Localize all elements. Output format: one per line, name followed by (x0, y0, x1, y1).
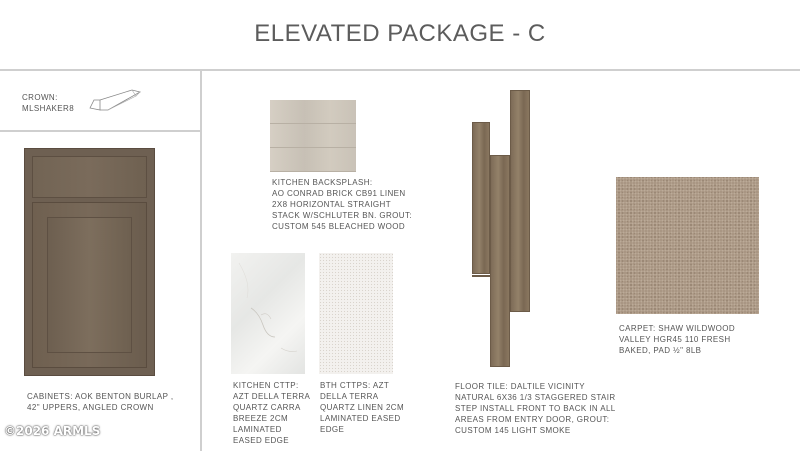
kitchen-countertop-caption-line: EASED EDGE (233, 436, 290, 445)
backsplash-caption-line: STACK W/SCHLUTER BN. GROUT: (272, 211, 412, 220)
cabinets-caption (27, 391, 197, 413)
bath-quartz-sample (319, 253, 393, 374)
cabinets-caption-line: CABINETS: AOK BENTON BURLAP , (27, 392, 174, 401)
backsplash-caption-line: 2X8 HORIZONTAL STRAIGHT (272, 200, 391, 209)
floor-tile-sample (470, 90, 532, 375)
floor-tile-caption-line: STEP INSTALL FRONT TO BACK IN ALL (455, 404, 616, 413)
crown-label-line: MLSHAKER8 (22, 104, 75, 113)
kitchen-countertop-caption (233, 380, 323, 446)
floor-plank (472, 275, 490, 277)
bath-countertop-caption-line: EDGE (320, 425, 345, 434)
cabinet-door-sample (24, 148, 155, 376)
backsplash-caption-line: KITCHEN BACKSPLASH: (272, 178, 373, 187)
page-title: ELEVATED PACKAGE - C (254, 20, 546, 47)
bath-countertop-caption (320, 380, 410, 435)
floor-tile-caption-line: NATURAL 6X36 1/3 STAGGERED STAIR (455, 393, 616, 402)
crown-divider (0, 130, 200, 132)
floor-tile-caption (455, 381, 635, 436)
backsplash-caption (272, 177, 412, 232)
bath-countertop-caption-line: DELLA TERRA (320, 392, 379, 401)
crown-profile-drawing (86, 86, 146, 116)
backsplash-caption-line: AO CONRAD BRICK CB91 LINEN (272, 189, 406, 198)
backsplash-tile-sample (270, 100, 356, 172)
backsplash-tile-row (270, 124, 356, 148)
floor-plank (510, 90, 530, 312)
carpet-caption-line: CARPET: SHAW WILDWOOD (619, 324, 736, 333)
kitchen-countertop-caption-line: KITCHEN CTTP: (233, 381, 299, 390)
cabinet-drawer-front (32, 156, 147, 198)
backsplash-caption-line: CUSTOM 545 BLEACHED WOOD (272, 222, 406, 231)
cabinet-inset-panel (47, 217, 132, 353)
kitchen-countertop-caption-line: LAMINATED (233, 425, 282, 434)
kitchen-countertop-caption-line: QUARTZ CARRA (233, 403, 301, 412)
floor-tile-caption-line: CUSTOM 145 LIGHT SMOKE (455, 426, 571, 435)
floor-plank (472, 122, 490, 274)
top-divider (0, 69, 800, 71)
cabinet-door-panel (32, 202, 147, 368)
bath-countertop-caption-line: BTH CTTPS: AZT (320, 381, 390, 390)
carpet-sample (616, 177, 759, 314)
backsplash-tile-row (270, 100, 356, 124)
cabinets-caption-line: 42" UPPERS, ANGLED CROWN (27, 403, 154, 412)
bath-countertop-caption-line: QUARTZ LINEN 2CM (320, 403, 405, 412)
crown-label-line: CROWN: (22, 93, 58, 102)
kitchen-countertop-caption-line: AZT DELLA TERRA (233, 392, 311, 401)
floor-tile-caption-line: FLOOR TILE: DALTILE VICINITY (455, 382, 586, 391)
kitchen-countertop-caption-line: BREEZE 2CM (233, 414, 289, 423)
backsplash-tile-row (270, 148, 356, 172)
carpet-caption (619, 323, 769, 356)
crown-label (22, 92, 92, 114)
floor-tile-caption-line: AREAS FROM ENTRY DOOR, GROUT: (455, 415, 610, 424)
bath-countertop-caption-line: LAMINATED EASED (320, 414, 401, 423)
carpet-caption-line: BAKED, PAD ½" 8LB (619, 346, 702, 355)
kitchen-quartz-sample (231, 253, 305, 374)
left-column-divider (200, 71, 202, 451)
carpet-caption-line: VALLEY HGR45 110 FRESH (619, 335, 731, 344)
copyright-watermark: ©2026 ARMLS (4, 424, 101, 438)
floor-plank (490, 155, 510, 367)
